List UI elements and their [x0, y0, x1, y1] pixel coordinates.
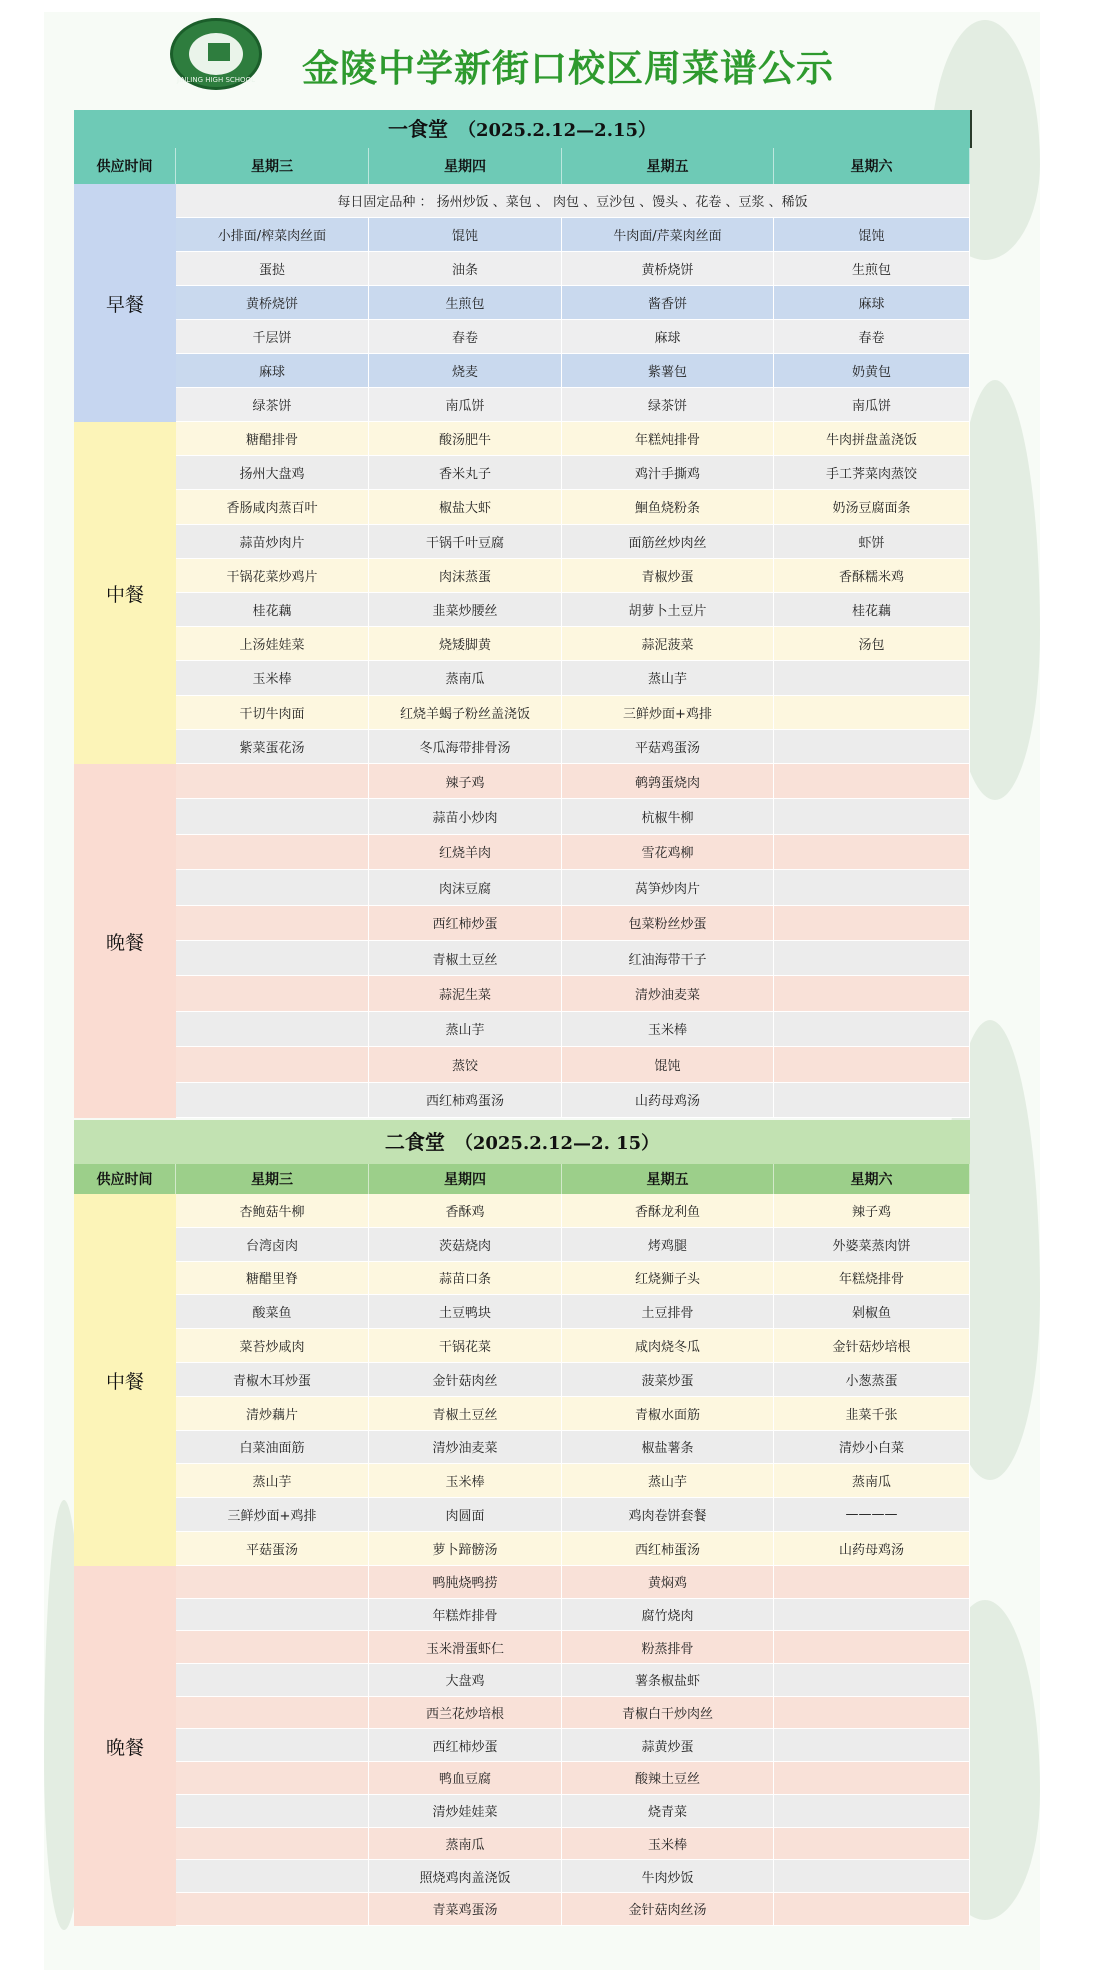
table-row	[176, 1532, 970, 1566]
menu-cell-wednesday: 蛋挞	[176, 252, 369, 285]
table-row	[176, 252, 970, 286]
menu-cell-wednesday	[176, 1795, 369, 1827]
menu-cell-friday: 土豆排骨	[562, 1295, 774, 1328]
menu-cell-saturday: 虾饼	[774, 525, 970, 558]
menu-cell-wednesday: 麻球	[176, 354, 369, 387]
header-friday: 星期五	[562, 148, 774, 184]
menu-cell-thursday: 年糕炸排骨	[369, 1599, 562, 1631]
page-header	[170, 14, 970, 100]
menu-cell-friday: 馄饨	[562, 1047, 774, 1081]
menu-cell-wednesday	[176, 1012, 369, 1046]
menu-cell-friday: 鹌鹑蛋烧肉	[562, 764, 774, 798]
menu-cell-wednesday	[176, 1860, 369, 1892]
menu-cell-friday: 酱香饼	[562, 286, 774, 319]
canteen2-title-band	[74, 1120, 970, 1164]
menu-cell-thursday: 蒜苗口条	[369, 1262, 562, 1295]
table-row	[176, 320, 970, 354]
menu-cell-friday: 咸肉烧冬瓜	[562, 1329, 774, 1362]
canteen1-title-band	[74, 110, 972, 148]
menu-cell-wednesday: 上汤娃娃菜	[176, 627, 369, 660]
menu-cell-friday: 清炒油麦菜	[562, 976, 774, 1010]
table-row	[176, 286, 970, 320]
table-row	[176, 835, 970, 870]
menu-cell-saturday: 汤包	[774, 627, 970, 660]
menu-cell-friday: 香酥龙利鱼	[562, 1194, 774, 1227]
menu-cell-thursday: 蒸山芋	[369, 1012, 562, 1046]
table-row	[176, 764, 970, 799]
menu-cell-friday: 绿茶饼	[562, 388, 774, 421]
menu-cell-saturday: 金针菇炒培根	[774, 1329, 970, 1362]
menu-cell-friday: 青椒炒蛋	[562, 559, 774, 592]
menu-cell-friday: 蒸山芋	[562, 661, 774, 694]
header-saturday: 星期六	[774, 1164, 970, 1194]
table-row	[176, 388, 970, 422]
menu-cell-wednesday	[176, 1697, 369, 1729]
menu-cell-wednesday: 台湾卤肉	[176, 1228, 369, 1261]
menu-cell-wednesday: 香肠咸肉蒸百叶	[176, 490, 369, 523]
menu-cell-thursday: 肉沫蒸蛋	[369, 559, 562, 592]
menu-cell-saturday: 牛肉拼盘盖浇饭	[774, 422, 970, 455]
menu-cell-saturday	[774, 1795, 970, 1827]
canteen1-table	[74, 110, 970, 1118]
menu-cell-thursday: 蒸南瓜	[369, 1828, 562, 1860]
menu-cell-wednesday: 青椒木耳炒蛋	[176, 1363, 369, 1396]
menu-cell-friday: 黄焖鸡	[562, 1566, 774, 1598]
table-row	[176, 559, 970, 593]
header-wednesday: 星期三	[176, 148, 369, 184]
menu-cell-thursday: 油条	[369, 252, 562, 285]
menu-cell-thursday: 西兰花炒培根	[369, 1697, 562, 1729]
menu-cell-saturday: 麻球	[774, 286, 970, 319]
menu-cell-saturday: 山药母鸡汤	[774, 1532, 970, 1565]
menu-cell-thursday: 蒸南瓜	[369, 661, 562, 694]
menu-cell-wednesday: 白菜油面筋	[176, 1431, 369, 1464]
menu-cell-friday: 玉米棒	[562, 1012, 774, 1046]
menu-cell-friday: 蒜泥菠菜	[562, 627, 774, 660]
table-row	[176, 1498, 970, 1532]
menu-cell-wednesday	[176, 1083, 369, 1117]
menu-cell-friday: 腐竹烧肉	[562, 1599, 774, 1631]
menu-cell-thursday: 冬瓜海带排骨汤	[369, 730, 562, 763]
table-row	[176, 906, 970, 941]
menu-cell-thursday: 清炒油麦菜	[369, 1431, 562, 1464]
menu-cell-saturday	[774, 730, 970, 763]
menu-cell-saturday	[774, 941, 970, 975]
table-row	[176, 1664, 970, 1697]
logo-text: JINLING HIGH SCHOOL	[177, 76, 255, 84]
dinner-rows	[176, 764, 970, 1118]
table-row	[176, 1047, 970, 1082]
menu-cell-saturday: 生煎包	[774, 252, 970, 285]
menu-cell-wednesday	[176, 835, 369, 869]
table-row	[176, 422, 970, 456]
menu-cell-friday: 蒸山芋	[562, 1464, 774, 1497]
menu-cell-thursday: 西红柿炒蛋	[369, 906, 562, 940]
menu-cell-saturday: 桂花藕	[774, 593, 970, 626]
table-row	[176, 661, 970, 695]
menu-cell-wednesday: 蒜苗炒肉片	[176, 525, 369, 558]
menu-cell-friday: 玉米棒	[562, 1828, 774, 1860]
menu-cell-saturday: 香酥糯米鸡	[774, 559, 970, 592]
menu-cell-friday: 红烧狮子头	[562, 1262, 774, 1295]
canteen1-name: 一食堂	[387, 117, 448, 141]
menu-cell-thursday: 椒盐大虾	[369, 490, 562, 523]
menu-cell-friday: 西红柿蛋汤	[562, 1532, 774, 1565]
menu-cell-wednesday: 清炒藕片	[176, 1397, 369, 1430]
menu-cell-friday: 包菜粉丝炒蛋	[562, 906, 774, 940]
header-thursday: 星期四	[369, 148, 562, 184]
menu-cell-thursday: 馄饨	[369, 218, 562, 251]
table-row	[176, 1228, 970, 1262]
table-row	[176, 1295, 970, 1329]
menu-cell-saturday	[774, 1012, 970, 1046]
menu-cell-wednesday: 小排面/榨菜肉丝面	[176, 218, 369, 251]
menu-cell-saturday: 手工荠菜肉蒸饺	[774, 456, 970, 489]
menu-cell-wednesday: 糖醋里脊	[176, 1262, 369, 1295]
menu-cell-thursday: 红烧羊蝎子粉丝盖浇饭	[369, 696, 562, 729]
menu-cell-saturday: 馄饨	[774, 218, 970, 251]
menu-cell-thursday: 韭菜炒腰丝	[369, 593, 562, 626]
menu-cell-wednesday: 绿茶饼	[176, 388, 369, 421]
menu-cell-thursday: 青椒土豆丝	[369, 1397, 562, 1430]
menu-cell-wednesday	[176, 764, 369, 798]
table-row	[176, 1262, 970, 1296]
header-friday: 星期五	[562, 1164, 774, 1194]
table-row	[176, 218, 970, 252]
table-row	[176, 593, 970, 627]
menu-cell-wednesday	[176, 976, 369, 1010]
menu-cell-thursday: 茨菇烧肉	[369, 1228, 562, 1261]
menu-cell-saturday: 剁椒鱼	[774, 1295, 970, 1328]
menu-cell-thursday: 香酥鸡	[369, 1194, 562, 1227]
table-row	[176, 1828, 970, 1861]
menu-cell-friday: 金针菇肉丝汤	[562, 1893, 774, 1925]
menu-cell-saturday: 奶黄包	[774, 354, 970, 387]
menu-cell-thursday: 生煎包	[369, 286, 562, 319]
menu-cell-friday: 杭椒牛柳	[562, 799, 774, 833]
menu-cell-wednesday	[176, 1599, 369, 1631]
table-row	[176, 1083, 970, 1118]
table-row	[176, 1012, 970, 1047]
menu-cell-wednesday: 紫菜蛋花汤	[176, 730, 369, 763]
lunch-rows	[176, 422, 970, 764]
menu-cell-friday: 平菇鸡蛋汤	[562, 730, 774, 763]
menu-cell-saturday	[774, 661, 970, 694]
menu-cell-wednesday: 菜苔炒咸肉	[176, 1329, 369, 1362]
fixed-items-text: 每日固定品种 ： 扬州炒饭 、菜包 、 肉包 、豆沙包 、馒头 、花卷 、豆浆 、稀饭	[176, 184, 970, 217]
menu-cell-friday: 胡萝卜土豆片	[562, 593, 774, 626]
menu-cell-saturday	[774, 1828, 970, 1860]
menu-cell-friday: 三鲜炒面+鸡排	[562, 696, 774, 729]
menu-cell-saturday	[774, 835, 970, 869]
menu-cell-thursday: 玉米滑蛋虾仁	[369, 1631, 562, 1663]
menu-cell-saturday	[774, 799, 970, 833]
meal-label-lunch: 中餐	[74, 422, 176, 764]
menu-cell-wednesday	[176, 941, 369, 975]
menu-cell-friday: 椒盐薯条	[562, 1431, 774, 1464]
header-supply-time: 供应时间	[74, 1164, 176, 1194]
menu-cell-saturday: 奶汤豆腐面条	[774, 490, 970, 523]
table-row	[176, 627, 970, 661]
menu-cell-wednesday: 千层饼	[176, 320, 369, 353]
menu-cell-saturday: 春卷	[774, 320, 970, 353]
menu-cell-friday: 鮰鱼烧粉条	[562, 490, 774, 523]
menu-cell-thursday: 青菜鸡蛋汤	[369, 1893, 562, 1925]
menu-cell-saturday: 清炒小白菜	[774, 1431, 970, 1464]
canteen2-table	[74, 1120, 970, 1926]
menu-cell-saturday	[774, 1664, 970, 1696]
menu-cell-saturday	[774, 1047, 970, 1081]
table-row	[176, 1762, 970, 1795]
menu-cell-friday: 山药母鸡汤	[562, 1083, 774, 1117]
menu-cell-thursday: 红烧羊肉	[369, 835, 562, 869]
menu-cell-wednesday: 杏鲍菇牛柳	[176, 1194, 369, 1227]
menu-cell-thursday: 烧矮脚黄	[369, 627, 562, 660]
menu-cell-saturday	[774, 976, 970, 1010]
menu-cell-saturday: 蒸南瓜	[774, 1464, 970, 1497]
meal-label-breakfast: 早餐	[74, 184, 176, 422]
table-row	[176, 1566, 970, 1599]
canteen1-header-row	[74, 148, 970, 184]
header-supply-time: 供应时间	[74, 148, 176, 184]
table-row	[176, 1795, 970, 1828]
table-row	[176, 1697, 970, 1730]
menu-cell-saturday	[774, 1599, 970, 1631]
menu-cell-friday: 牛肉炒饭	[562, 1860, 774, 1892]
menu-cell-thursday: 干锅花菜	[369, 1329, 562, 1362]
menu-cell-thursday: 鸭肫烧鸭捞	[369, 1566, 562, 1598]
canteen2-date: （2025.2.12—2. 15）	[454, 1133, 660, 1154]
menu-cell-thursday: 土豆鸭块	[369, 1295, 562, 1328]
table-row	[176, 1729, 970, 1762]
canteen2-name: 二食堂	[384, 1130, 445, 1154]
menu-cell-wednesday: 三鲜炒面+鸡排	[176, 1498, 369, 1531]
logo-building-icon	[208, 43, 230, 61]
menu-cell-friday: 年糕炖排骨	[562, 422, 774, 455]
menu-cell-thursday: 蒸饺	[369, 1047, 562, 1081]
dinner-rows	[176, 1566, 970, 1926]
menu-cell-thursday: 青椒土豆丝	[369, 941, 562, 975]
menu-cell-saturday	[774, 1566, 970, 1598]
canteen1-date: （2025.2.12—2.15）	[457, 120, 657, 141]
menu-cell-saturday	[774, 1631, 970, 1663]
menu-cell-thursday: 肉圆面	[369, 1498, 562, 1531]
table-row	[176, 1329, 970, 1363]
menu-cell-wednesday: 桂花藕	[176, 593, 369, 626]
menu-cell-friday: 烧青菜	[562, 1795, 774, 1827]
menu-cell-wednesday	[176, 1893, 369, 1925]
menu-cell-wednesday	[176, 1664, 369, 1696]
menu-cell-saturday: 小葱蒸蛋	[774, 1363, 970, 1396]
menu-cell-saturday: ————	[774, 1498, 970, 1531]
menu-cell-saturday	[774, 870, 970, 904]
header-thursday: 星期四	[369, 1164, 562, 1194]
table-row	[176, 490, 970, 524]
meal-label-dinner: 晚餐	[74, 764, 176, 1118]
menu-cell-thursday: 酸汤肥牛	[369, 422, 562, 455]
menu-cell-wednesday: 干切牛肉面	[176, 696, 369, 729]
menu-cell-wednesday: 蒸山芋	[176, 1464, 369, 1497]
menu-cell-friday: 红油海带干子	[562, 941, 774, 975]
menu-cell-saturday	[774, 1860, 970, 1892]
menu-cell-friday: 紫薯包	[562, 354, 774, 387]
menu-cell-saturday: 韭菜千张	[774, 1397, 970, 1430]
menu-cell-saturday	[774, 1729, 970, 1761]
meal-label-lunch: 中餐	[74, 1194, 176, 1566]
menu-cell-friday: 青椒水面筋	[562, 1397, 774, 1430]
lunch-rows	[176, 1194, 970, 1566]
menu-cell-wednesday: 糖醋排骨	[176, 422, 369, 455]
header-saturday: 星期六	[774, 148, 970, 184]
table-row	[176, 456, 970, 490]
table-row	[176, 1194, 970, 1228]
breakfast-rows	[176, 184, 970, 422]
menu-cell-friday: 酸辣土豆丝	[562, 1762, 774, 1794]
table-row	[176, 799, 970, 834]
header-wednesday: 星期三	[176, 1164, 369, 1194]
menu-cell-friday: 薯条椒盐虾	[562, 1664, 774, 1696]
table-row	[176, 730, 970, 764]
menu-cell-thursday: 照烧鸡肉盖浇饭	[369, 1860, 562, 1892]
fixed-items-row	[176, 184, 970, 218]
menu-cell-thursday: 香米丸子	[369, 456, 562, 489]
menu-cell-wednesday	[176, 1631, 369, 1663]
menu-cell-saturday	[774, 1083, 970, 1117]
table-row	[176, 1631, 970, 1664]
table-row	[176, 696, 970, 730]
menu-cell-friday: 鸡肉卷饼套餐	[562, 1498, 774, 1531]
table-row	[176, 1431, 970, 1465]
menu-cell-thursday: 南瓜饼	[369, 388, 562, 421]
table-row	[176, 1860, 970, 1893]
table-row	[176, 976, 970, 1011]
menu-cell-saturday: 外婆菜蒸肉饼	[774, 1228, 970, 1261]
menu-cell-thursday: 春卷	[369, 320, 562, 353]
meal-label-dinner: 晚餐	[74, 1566, 176, 1926]
menu-cell-saturday	[774, 1893, 970, 1925]
menu-cell-thursday: 辣子鸡	[369, 764, 562, 798]
menu-cell-thursday: 玉米棒	[369, 1464, 562, 1497]
menu-cell-thursday: 西红柿鸡蛋汤	[369, 1083, 562, 1117]
menu-cell-thursday: 西红柿炒蛋	[369, 1729, 562, 1761]
table-row	[176, 870, 970, 905]
menu-cell-wednesday	[176, 1729, 369, 1761]
menu-cell-friday: 面筋丝炒肉丝	[562, 525, 774, 558]
menu-cell-wednesday	[176, 906, 369, 940]
menu-cell-wednesday	[176, 1828, 369, 1860]
menu-cell-thursday: 烧麦	[369, 354, 562, 387]
menu-cell-wednesday: 平菇蛋汤	[176, 1532, 369, 1565]
menu-cell-friday: 烤鸡腿	[562, 1228, 774, 1261]
menu-cell-friday: 粉蒸排骨	[562, 1631, 774, 1663]
canteen2-header-row	[74, 1164, 970, 1194]
menu-cell-saturday	[774, 764, 970, 798]
menu-cell-saturday: 年糕烧排骨	[774, 1262, 970, 1295]
menu-cell-saturday: 南瓜饼	[774, 388, 970, 421]
menu-cell-wednesday	[176, 1566, 369, 1598]
menu-cell-wednesday: 玉米棒	[176, 661, 369, 694]
menu-cell-saturday	[774, 1762, 970, 1794]
menu-cell-friday: 菠菜炒蛋	[562, 1363, 774, 1396]
menu-cell-thursday: 萝卜蹄髈汤	[369, 1532, 562, 1565]
table-row	[176, 354, 970, 388]
menu-cell-wednesday	[176, 799, 369, 833]
menu-cell-friday: 黄桥烧饼	[562, 252, 774, 285]
menu-cell-friday: 雪花鸡柳	[562, 835, 774, 869]
table-row	[176, 1464, 970, 1498]
menu-cell-friday: 蒜黄炒蛋	[562, 1729, 774, 1761]
menu-cell-saturday: 辣子鸡	[774, 1194, 970, 1227]
table-row	[176, 1893, 970, 1926]
menu-cell-wednesday	[176, 1762, 369, 1794]
school-logo	[170, 18, 262, 90]
menu-cell-friday: 牛肉面/芹菜肉丝面	[562, 218, 774, 251]
table-row	[176, 1363, 970, 1397]
menu-cell-friday: 青椒白干炒肉丝	[562, 1697, 774, 1729]
menu-cell-thursday: 蒜苗小炒肉	[369, 799, 562, 833]
menu-cell-thursday: 金针菇肉丝	[369, 1363, 562, 1396]
menu-cell-wednesday	[176, 870, 369, 904]
menu-cell-thursday: 清炒娃娃菜	[369, 1795, 562, 1827]
table-row	[176, 941, 970, 976]
menu-cell-saturday	[774, 1697, 970, 1729]
menu-cell-friday: 莴笋炒肉片	[562, 870, 774, 904]
menu-cell-wednesday	[176, 1047, 369, 1081]
menu-cell-wednesday: 酸菜鱼	[176, 1295, 369, 1328]
menu-cell-wednesday: 扬州大盘鸡	[176, 456, 369, 489]
menu-cell-friday: 鸡汁手撕鸡	[562, 456, 774, 489]
menu-cell-saturday	[774, 696, 970, 729]
table-row	[176, 1397, 970, 1431]
menu-cell-friday: 麻球	[562, 320, 774, 353]
menu-cell-thursday: 大盘鸡	[369, 1664, 562, 1696]
table-row	[176, 525, 970, 559]
menu-cell-thursday: 蒜泥生菜	[369, 976, 562, 1010]
menu-cell-thursday: 鸭血豆腐	[369, 1762, 562, 1794]
menu-cell-saturday	[774, 906, 970, 940]
table-row	[176, 1599, 970, 1632]
menu-cell-thursday: 肉沫豆腐	[369, 870, 562, 904]
menu-cell-wednesday: 黄桥烧饼	[176, 286, 369, 319]
page-title: 金陵中学新街口校区周菜谱公示	[302, 47, 834, 90]
menu-cell-thursday: 干锅千叶豆腐	[369, 525, 562, 558]
menu-cell-wednesday: 干锅花菜炒鸡片	[176, 559, 369, 592]
